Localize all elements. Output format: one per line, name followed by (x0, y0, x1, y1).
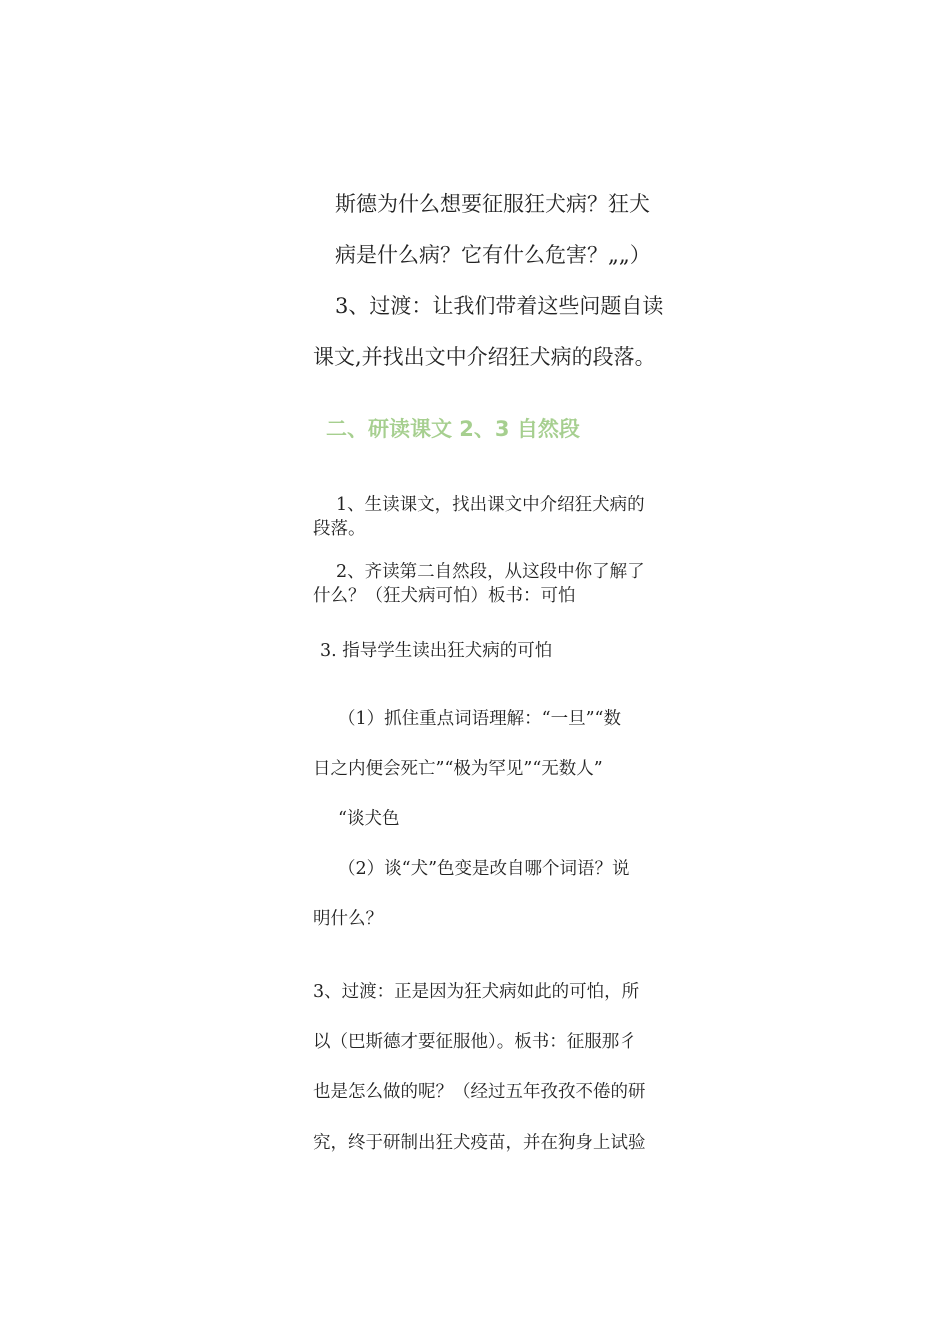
paragraph-1-line-2: 病是什么病？它有什么危害？„„） (335, 243, 651, 267)
transition-line-4: 究，终于研制出狂犬疫苗，并在狗身上试验 (313, 1133, 646, 1153)
sub-2-line-2: 明什么？ (313, 909, 383, 929)
step-2-line-2: 什么？（狂犬病可怕）板书：可怕 (313, 586, 576, 606)
step-2-line-1: 2、齐读第二自然段，从这段中你了解了 (336, 562, 645, 582)
sub-1-line-3: “谈犬色 (338, 809, 400, 829)
transition-line-3: 也是怎么做的呢？（经过五年孜孜不倦的研 (313, 1082, 646, 1102)
transition-line-1: 3、过渡：正是因为狂犬病如此的可怕，所 (313, 982, 640, 1002)
step-1-line-1: 1、生读课文，找出课文中介绍狂犬病的 (336, 495, 645, 515)
paragraph-2-line-1: 3、过渡：让我们带着这些问题自读 (335, 294, 664, 318)
sub-1-line-1: （1）抓住重点词语理解：“一旦”“数 (338, 709, 621, 729)
paragraph-2-line-2: 课文,并找出文中介绍狂犬病的段落。 (313, 345, 656, 369)
step-1-line-2: 段落。 (313, 519, 366, 539)
sub-2-line-1: （2）谈“犬”色变是改自哪个词语？说 (338, 859, 630, 879)
paragraph-1-line-1: 斯德为什么想要征服狂犬病？狂犬 (335, 192, 650, 216)
section-heading: 二、研读课文 2、3 自然段 (326, 417, 580, 441)
step-3-title: 3. 指导学生读出狂犬病的可怕 (320, 641, 553, 661)
transition-line-2: 以（巴斯德才要征服他）。板书：征服那彳 (313, 1032, 637, 1052)
sub-1-line-2: 日之内便会死亡”“极为罕见”“无数人” (313, 759, 603, 779)
